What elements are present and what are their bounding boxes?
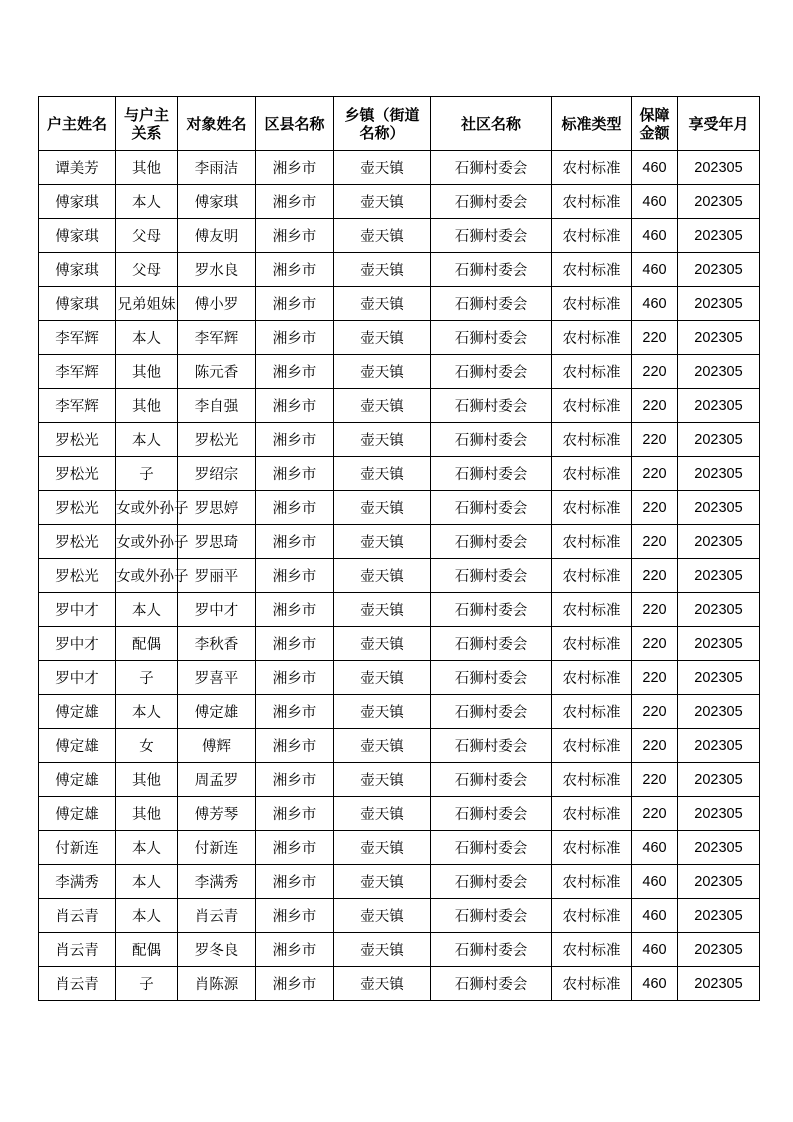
cell-householder-name: 傅家琪 (39, 253, 116, 287)
cell-householder-name: 傅家琪 (39, 185, 116, 219)
cell-recipient-name: 周孟罗 (178, 763, 256, 797)
cell-householder-name: 罗中才 (39, 661, 116, 695)
cell-township: 壶天镇 (334, 593, 431, 627)
cell-amount: 460 (632, 831, 678, 865)
cell-householder-name: 肖云青 (39, 967, 116, 1001)
cell-amount: 460 (632, 287, 678, 321)
cell-standard-type: 农村标准 (552, 185, 632, 219)
cell-recipient-name: 李军辉 (178, 321, 256, 355)
cell-recipient-name: 傅小罗 (178, 287, 256, 321)
cell-householder-name: 傅定雄 (39, 729, 116, 763)
table-row (39, 491, 760, 525)
table-row (39, 865, 760, 899)
cell-householder-name: 罗中才 (39, 627, 116, 661)
cell-township: 壶天镇 (334, 967, 431, 1001)
cell-township: 壶天镇 (334, 695, 431, 729)
column-header-township: 乡镇（街道 名称） (334, 97, 431, 151)
cell-standard-type: 农村标准 (552, 491, 632, 525)
cell-county: 湘乡市 (256, 967, 334, 1001)
cell-period: 202305 (678, 763, 760, 797)
cell-county: 湘乡市 (256, 253, 334, 287)
column-header-standard-type: 标准类型 (552, 97, 632, 151)
cell-standard-type: 农村标准 (552, 967, 632, 1001)
cell-amount: 220 (632, 661, 678, 695)
cell-recipient-name: 傅家琪 (178, 185, 256, 219)
cell-period: 202305 (678, 151, 760, 185)
cell-relation: 本人 (116, 185, 178, 219)
table-row (39, 831, 760, 865)
cell-standard-type: 农村标准 (552, 729, 632, 763)
cell-recipient-name: 罗喜平 (178, 661, 256, 695)
cell-county: 湘乡市 (256, 525, 334, 559)
cell-relation: 女或外孙子 (116, 525, 178, 559)
cell-standard-type: 农村标准 (552, 423, 632, 457)
cell-standard-type: 农村标准 (552, 151, 632, 185)
table-row (39, 899, 760, 933)
cell-period: 202305 (678, 661, 760, 695)
cell-period: 202305 (678, 695, 760, 729)
cell-householder-name: 李满秀 (39, 865, 116, 899)
cell-relation: 配偶 (116, 627, 178, 661)
cell-householder-name: 罗松光 (39, 457, 116, 491)
cell-county: 湘乡市 (256, 797, 334, 831)
cell-township: 壶天镇 (334, 729, 431, 763)
cell-community: 石狮村委会 (431, 627, 552, 661)
cell-recipient-name: 罗丽平 (178, 559, 256, 593)
table-row (39, 219, 760, 253)
cell-amount: 460 (632, 967, 678, 1001)
cell-householder-name: 肖云青 (39, 933, 116, 967)
cell-relation: 本人 (116, 321, 178, 355)
cell-community: 石狮村委会 (431, 797, 552, 831)
cell-recipient-name: 陈元香 (178, 355, 256, 389)
cell-community: 石狮村委会 (431, 661, 552, 695)
cell-period: 202305 (678, 899, 760, 933)
cell-householder-name: 肖云青 (39, 899, 116, 933)
cell-period: 202305 (678, 321, 760, 355)
table-row (39, 151, 760, 185)
cell-amount: 460 (632, 219, 678, 253)
cell-township: 壶天镇 (334, 355, 431, 389)
cell-recipient-name: 肖云青 (178, 899, 256, 933)
cell-community: 石狮村委会 (431, 593, 552, 627)
cell-relation: 本人 (116, 695, 178, 729)
cell-recipient-name: 李秋香 (178, 627, 256, 661)
cell-relation: 女 (116, 729, 178, 763)
cell-period: 202305 (678, 389, 760, 423)
cell-county: 湘乡市 (256, 287, 334, 321)
cell-amount: 220 (632, 763, 678, 797)
cell-period: 202305 (678, 933, 760, 967)
table-header (39, 97, 760, 151)
assistance-roster-table (38, 96, 760, 1001)
cell-amount: 220 (632, 423, 678, 457)
cell-recipient-name: 傅定雄 (178, 695, 256, 729)
cell-period: 202305 (678, 287, 760, 321)
cell-county: 湘乡市 (256, 423, 334, 457)
cell-community: 石狮村委会 (431, 423, 552, 457)
cell-recipient-name: 李自强 (178, 389, 256, 423)
cell-period: 202305 (678, 559, 760, 593)
cell-householder-name: 谭美芳 (39, 151, 116, 185)
table-body (39, 151, 760, 1001)
cell-county: 湘乡市 (256, 899, 334, 933)
cell-township: 壶天镇 (334, 321, 431, 355)
cell-standard-type: 农村标准 (552, 831, 632, 865)
cell-county: 湘乡市 (256, 661, 334, 695)
cell-township: 壶天镇 (334, 423, 431, 457)
cell-period: 202305 (678, 729, 760, 763)
cell-relation: 其他 (116, 763, 178, 797)
cell-recipient-name: 罗水良 (178, 253, 256, 287)
cell-period: 202305 (678, 831, 760, 865)
cell-township: 壶天镇 (334, 831, 431, 865)
cell-township: 壶天镇 (334, 287, 431, 321)
cell-standard-type: 农村标准 (552, 865, 632, 899)
cell-standard-type: 农村标准 (552, 559, 632, 593)
cell-county: 湘乡市 (256, 151, 334, 185)
cell-county: 湘乡市 (256, 831, 334, 865)
table-row (39, 559, 760, 593)
cell-county: 湘乡市 (256, 185, 334, 219)
table-row (39, 287, 760, 321)
cell-amount: 220 (632, 389, 678, 423)
cell-amount: 220 (632, 797, 678, 831)
table-row (39, 389, 760, 423)
cell-relation: 其他 (116, 151, 178, 185)
cell-county: 湘乡市 (256, 763, 334, 797)
cell-relation: 本人 (116, 593, 178, 627)
cell-amount: 460 (632, 253, 678, 287)
column-header-community: 社区名称 (431, 97, 552, 151)
cell-relation: 父母 (116, 219, 178, 253)
cell-township: 壶天镇 (334, 865, 431, 899)
cell-community: 石狮村委会 (431, 457, 552, 491)
cell-township: 壶天镇 (334, 219, 431, 253)
cell-standard-type: 农村标准 (552, 389, 632, 423)
cell-township: 壶天镇 (334, 933, 431, 967)
cell-standard-type: 农村标准 (552, 899, 632, 933)
cell-relation: 本人 (116, 831, 178, 865)
cell-county: 湘乡市 (256, 355, 334, 389)
cell-period: 202305 (678, 593, 760, 627)
cell-standard-type: 农村标准 (552, 321, 632, 355)
cell-community: 石狮村委会 (431, 321, 552, 355)
cell-period: 202305 (678, 627, 760, 661)
cell-standard-type: 农村标准 (552, 695, 632, 729)
cell-recipient-name: 傅友明 (178, 219, 256, 253)
cell-recipient-name: 罗松光 (178, 423, 256, 457)
table-row (39, 763, 760, 797)
cell-householder-name: 罗松光 (39, 491, 116, 525)
cell-householder-name: 傅定雄 (39, 797, 116, 831)
table-row (39, 729, 760, 763)
cell-township: 壶天镇 (334, 151, 431, 185)
cell-relation: 女或外孙子 (116, 559, 178, 593)
table-row (39, 967, 760, 1001)
cell-householder-name: 罗松光 (39, 559, 116, 593)
cell-recipient-name: 罗冬良 (178, 933, 256, 967)
cell-recipient-name: 付新连 (178, 831, 256, 865)
cell-county: 湘乡市 (256, 491, 334, 525)
cell-township: 壶天镇 (334, 559, 431, 593)
cell-township: 壶天镇 (334, 661, 431, 695)
cell-period: 202305 (678, 457, 760, 491)
cell-township: 壶天镇 (334, 457, 431, 491)
cell-community: 石狮村委会 (431, 559, 552, 593)
cell-relation: 父母 (116, 253, 178, 287)
column-header-relation: 与户主 关系 (116, 97, 178, 151)
cell-community: 石狮村委会 (431, 253, 552, 287)
cell-community: 石狮村委会 (431, 831, 552, 865)
cell-period: 202305 (678, 185, 760, 219)
cell-county: 湘乡市 (256, 627, 334, 661)
cell-householder-name: 罗松光 (39, 423, 116, 457)
cell-relation: 子 (116, 967, 178, 1001)
cell-period: 202305 (678, 865, 760, 899)
table-row (39, 627, 760, 661)
cell-county: 湘乡市 (256, 695, 334, 729)
cell-householder-name: 罗松光 (39, 525, 116, 559)
cell-period: 202305 (678, 967, 760, 1001)
cell-relation: 兄弟姐妹 (116, 287, 178, 321)
cell-community: 石狮村委会 (431, 967, 552, 1001)
cell-householder-name: 李军辉 (39, 355, 116, 389)
column-header-amount: 保障 金额 (632, 97, 678, 151)
cell-period: 202305 (678, 525, 760, 559)
cell-standard-type: 农村标准 (552, 457, 632, 491)
cell-township: 壶天镇 (334, 389, 431, 423)
column-header-recipient-name: 对象姓名 (178, 97, 256, 151)
table-row (39, 185, 760, 219)
cell-county: 湘乡市 (256, 559, 334, 593)
cell-community: 石狮村委会 (431, 185, 552, 219)
cell-community: 石狮村委会 (431, 219, 552, 253)
cell-amount: 220 (632, 355, 678, 389)
cell-county: 湘乡市 (256, 729, 334, 763)
cell-recipient-name: 李满秀 (178, 865, 256, 899)
cell-township: 壶天镇 (334, 797, 431, 831)
cell-standard-type: 农村标准 (552, 593, 632, 627)
cell-county: 湘乡市 (256, 865, 334, 899)
cell-amount: 220 (632, 321, 678, 355)
cell-standard-type: 农村标准 (552, 525, 632, 559)
cell-householder-name: 罗中才 (39, 593, 116, 627)
table-row (39, 457, 760, 491)
cell-standard-type: 农村标准 (552, 661, 632, 695)
cell-period: 202305 (678, 355, 760, 389)
cell-relation: 其他 (116, 797, 178, 831)
cell-householder-name: 傅家琪 (39, 287, 116, 321)
cell-recipient-name: 肖陈源 (178, 967, 256, 1001)
cell-period: 202305 (678, 253, 760, 287)
cell-county: 湘乡市 (256, 457, 334, 491)
cell-standard-type: 农村标准 (552, 355, 632, 389)
cell-standard-type: 农村标准 (552, 253, 632, 287)
cell-relation: 子 (116, 457, 178, 491)
cell-recipient-name: 罗思琦 (178, 525, 256, 559)
cell-amount: 220 (632, 457, 678, 491)
cell-recipient-name: 罗绍宗 (178, 457, 256, 491)
cell-county: 湘乡市 (256, 389, 334, 423)
cell-amount: 220 (632, 491, 678, 525)
cell-community: 石狮村委会 (431, 355, 552, 389)
cell-recipient-name: 李雨洁 (178, 151, 256, 185)
cell-standard-type: 农村标准 (552, 797, 632, 831)
table-row (39, 695, 760, 729)
cell-amount: 220 (632, 593, 678, 627)
cell-township: 壶天镇 (334, 185, 431, 219)
cell-relation: 女或外孙子 (116, 491, 178, 525)
cell-community: 石狮村委会 (431, 695, 552, 729)
cell-community: 石狮村委会 (431, 491, 552, 525)
cell-township: 壶天镇 (334, 763, 431, 797)
cell-county: 湘乡市 (256, 593, 334, 627)
cell-householder-name: 付新连 (39, 831, 116, 865)
cell-community: 石狮村委会 (431, 933, 552, 967)
cell-community: 石狮村委会 (431, 763, 552, 797)
cell-recipient-name: 傅芳琴 (178, 797, 256, 831)
cell-relation: 本人 (116, 899, 178, 933)
cell-householder-name: 傅定雄 (39, 695, 116, 729)
cell-county: 湘乡市 (256, 219, 334, 253)
cell-householder-name: 李军辉 (39, 321, 116, 355)
cell-householder-name: 傅定雄 (39, 763, 116, 797)
cell-amount: 220 (632, 627, 678, 661)
cell-recipient-name: 傅辉 (178, 729, 256, 763)
cell-standard-type: 农村标准 (552, 287, 632, 321)
column-header-period: 享受年月 (678, 97, 760, 151)
cell-recipient-name: 罗思婷 (178, 491, 256, 525)
cell-community: 石狮村委会 (431, 729, 552, 763)
table-row (39, 355, 760, 389)
cell-community: 石狮村委会 (431, 899, 552, 933)
cell-community: 石狮村委会 (431, 525, 552, 559)
cell-community: 石狮村委会 (431, 389, 552, 423)
table-row (39, 661, 760, 695)
cell-community: 石狮村委会 (431, 865, 552, 899)
table-row (39, 933, 760, 967)
column-header-householder-name: 户主姓名 (39, 97, 116, 151)
cell-township: 壶天镇 (334, 491, 431, 525)
cell-recipient-name: 罗中才 (178, 593, 256, 627)
cell-standard-type: 农村标准 (552, 627, 632, 661)
cell-standard-type: 农村标准 (552, 219, 632, 253)
cell-amount: 460 (632, 933, 678, 967)
cell-township: 壶天镇 (334, 627, 431, 661)
cell-amount: 460 (632, 899, 678, 933)
cell-amount: 220 (632, 729, 678, 763)
cell-community: 石狮村委会 (431, 287, 552, 321)
cell-community: 石狮村委会 (431, 151, 552, 185)
cell-amount: 220 (632, 525, 678, 559)
cell-householder-name: 李军辉 (39, 389, 116, 423)
table-row (39, 253, 760, 287)
cell-amount: 460 (632, 865, 678, 899)
cell-period: 202305 (678, 423, 760, 457)
table-row (39, 797, 760, 831)
cell-relation: 其他 (116, 355, 178, 389)
header-row (39, 97, 760, 151)
cell-standard-type: 农村标准 (552, 933, 632, 967)
cell-relation: 子 (116, 661, 178, 695)
cell-period: 202305 (678, 797, 760, 831)
cell-township: 壶天镇 (334, 525, 431, 559)
table-row (39, 525, 760, 559)
cell-standard-type: 农村标准 (552, 763, 632, 797)
cell-amount: 460 (632, 151, 678, 185)
cell-relation: 本人 (116, 423, 178, 457)
cell-householder-name: 傅家琪 (39, 219, 116, 253)
column-header-county: 区县名称 (256, 97, 334, 151)
table-row (39, 423, 760, 457)
cell-county: 湘乡市 (256, 321, 334, 355)
table-row (39, 593, 760, 627)
cell-county: 湘乡市 (256, 933, 334, 967)
cell-period: 202305 (678, 491, 760, 525)
cell-relation: 配偶 (116, 933, 178, 967)
cell-amount: 220 (632, 695, 678, 729)
cell-township: 壶天镇 (334, 899, 431, 933)
cell-amount: 460 (632, 185, 678, 219)
cell-period: 202305 (678, 219, 760, 253)
cell-amount: 220 (632, 559, 678, 593)
cell-township: 壶天镇 (334, 253, 431, 287)
cell-relation: 本人 (116, 865, 178, 899)
cell-relation: 其他 (116, 389, 178, 423)
table-row (39, 321, 760, 355)
